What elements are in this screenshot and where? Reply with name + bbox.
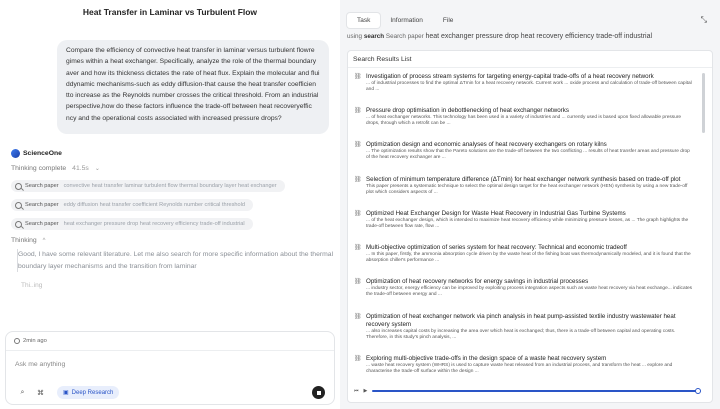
assistant-brand <box>11 149 62 158</box>
thinking-complete-label: Thinking complete <box>11 165 67 172</box>
tools-button[interactable] <box>35 387 46 398</box>
result-item[interactable] <box>354 210 694 231</box>
divider <box>6 350 334 351</box>
result-snippet: ... also increases capital costs by increasing the area over which heat is exchanged; thus, there is a trade-off between capital and operating costs. Therefore, in this study's pinch analysis, ... <box>366 329 676 341</box>
deep-research-icon: ▣ <box>63 390 69 396</box>
result-title[interactable]: Multi-objective optimization of series system for heat recovery: Technical and economic tradeoff <box>366 244 627 251</box>
result-item[interactable] <box>354 355 694 376</box>
search-step-label: Search paper <box>25 183 59 189</box>
search-results <box>347 50 713 403</box>
tool-usage <box>347 33 652 40</box>
result-title[interactable]: Exploring multi-objective trade-offs in the design space of a waste heat recovery system <box>366 355 607 362</box>
tab-file[interactable]: File <box>442 17 454 24</box>
result-item[interactable] <box>354 278 694 299</box>
scrollbar[interactable] <box>702 73 705 133</box>
replay-controls <box>354 387 699 395</box>
clock-icon <box>14 338 20 344</box>
progress-slider[interactable] <box>372 390 699 392</box>
link-icon: ⛓ <box>354 314 362 320</box>
result-item[interactable] <box>354 141 694 162</box>
chevron-down-icon: ⌄ <box>94 166 100 172</box>
result-title[interactable]: Optimized Heat Exchanger Design for Waste Heat Recovery in Industrial Gas Turbine Systems <box>366 210 626 217</box>
result-snippet: ... In this paper, firstly, the ammonia absorption cycle driven by the waste heat of the fishing boat was thermodynamically modeled, and it is found that the absorption chiller's performance ... <box>366 252 691 264</box>
result-title[interactable]: Optimization of heat recovery networks for energy savings in industrial processes <box>366 278 589 285</box>
thinking-indicator: Thi..ing <box>21 282 43 289</box>
using-prefix: using <box>347 33 363 40</box>
deep-research-button[interactable] <box>57 386 119 399</box>
result-snippet: ... The optimization results show that the Pareto solutions are the trade-off between the two conflicting ... results of heat transfer areas and pressure drop of the heat recovery exchanger are ... <box>366 149 690 161</box>
chat-input[interactable]: Ask me anything <box>15 361 66 368</box>
result-snippet: ... of the heat exchanger design, which is intended to maximize heat recovery efficiency while minimizing pressure losses, as ... The graph highlights the trade-off between flow rate, flow ... <box>366 218 689 230</box>
thinking-content: Good, I have some relevant literature. Let me also search for more specific information about the thermal boundary layer mechanisms and the transition from laminar <box>17 249 335 272</box>
link-icon: ⛓ <box>354 356 362 362</box>
side-panel <box>340 0 720 409</box>
using-tool: search <box>363 33 385 40</box>
result-title[interactable]: Pressure drop optimisation in debottlenecking of heat exchanger networks <box>366 107 569 114</box>
search-step-label: Search paper <box>25 221 59 227</box>
chevron-up-icon: ^ <box>42 238 46 244</box>
link-icon: ⛓ <box>354 211 362 217</box>
user-message: Compare the efficiency of convective heat transfer in laminar versus turbulent flowre gimes within a heat exchanger. Specifically, analyze the role of the thermal boundary aver and how its thickness dictates the rate of heat flux. Explain the molecular and flui ddynamic mechanisms-such as eddy diffusion-that cause the heat transfer coefficien tto increase as the Reynolds number crosses the critical threshold. From an industrial perspective,how do these factors influence the trade-off between heat recoveryeffic ncy and the operational costs associated with increased pressure drops? <box>57 40 329 134</box>
search-step-query: heat exchanger pressure drop heat recovery efficiency trade-off industrial <box>63 221 245 227</box>
using-query: heat exchanger pressure drop heat recovery efficiency trade-off industrial <box>425 33 653 40</box>
attach-button[interactable] <box>17 387 28 398</box>
result-snippet: ... industry sector, energy efficiency can be improved by exploiting process integration aspects such as waste heat recovery via heat exchange... indicates the trade-off between energy and ... <box>366 286 693 298</box>
result-title[interactable]: Optimization of heat exchanger network via pinch analysis in heat pump-assisted textile industry wastewater heat recovery system <box>366 313 676 328</box>
chat-panel <box>0 0 340 409</box>
result-snippet: This paper presents a systematic technique to select the optimal design target for the heat exchanger network (HEN) synthesis by using a new trade-off plot which considers aspects of ... <box>366 184 688 196</box>
chat-input-box <box>5 331 335 405</box>
paperclip-icon: ⌕ <box>20 388 25 396</box>
play-icon[interactable]: ▶ <box>363 388 368 394</box>
result-item[interactable] <box>354 244 694 265</box>
link-icon: ⛓ <box>354 74 362 80</box>
search-step[interactable] <box>11 180 285 192</box>
tab-information[interactable]: Information <box>390 17 423 24</box>
using-label: Search paper <box>385 33 424 40</box>
search-step[interactable] <box>11 218 253 230</box>
stop-button[interactable] <box>312 386 325 399</box>
result-item[interactable] <box>354 107 694 128</box>
slider-knob[interactable] <box>695 388 701 394</box>
panel-tabs <box>347 13 463 28</box>
thinking-time: 41.5s <box>72 165 89 172</box>
result-title[interactable]: Investigation of process stream systems for targeting energy-capital trade-offs of a heat recovery network <box>366 73 654 80</box>
search-step-query: eddy diffusion heat transfer coefficient Reynolds number critical threshold <box>63 202 245 208</box>
thinking-complete-toggle[interactable] <box>11 165 100 172</box>
stop-icon <box>317 391 321 395</box>
results-header: Search Results List <box>348 51 712 68</box>
input-meta <box>14 338 47 344</box>
scienceone-logo-icon <box>11 149 20 158</box>
search-icon <box>15 183 22 190</box>
brand-name: ScienceOne <box>23 150 62 157</box>
link-icon: ⛓ <box>354 177 362 183</box>
result-item[interactable] <box>354 176 694 197</box>
thinking-toggle[interactable] <box>11 237 45 244</box>
result-snippet: ... waste heat recovery system (WHRS) is used to capture waste heat released from an industrial process, and transform the heat ... explore and characterise the trade-off surface within the design ... <box>366 363 673 375</box>
search-icon <box>15 221 22 228</box>
conversation-title: Heat Transfer in Laminar vs Turbulent Flow <box>82 7 258 17</box>
search-step-query: convective heat transfer laminar turbulent flow thermal boundary layer heat exchanger <box>63 183 277 189</box>
result-title[interactable]: Optimization design and economic analyses of heat recovery exchangers on rotary kilns <box>366 141 607 148</box>
result-item[interactable] <box>354 313 694 342</box>
result-snippet: ... of heat exchanger networks. This technology has been used in a variety of industries and ... currently used is based upon fixed allowable pressure drops, through which a retrofit can be ... <box>366 115 682 127</box>
link-icon: ⛓ <box>354 108 362 114</box>
search-step-label: Search paper <box>25 202 59 208</box>
tools-icon: ⌘ <box>37 389 44 397</box>
link-icon: ⛓ <box>354 279 362 285</box>
search-step[interactable] <box>11 199 253 211</box>
deep-research-label: Deep Research <box>71 389 114 396</box>
link-icon: ⛓ <box>354 245 362 251</box>
link-icon: ⛓ <box>354 142 362 148</box>
collapse-icon[interactable]: ⤡ <box>700 15 707 24</box>
thinking-label: Thinking <box>11 237 37 244</box>
result-title[interactable]: Selection of minimum temperature difference (ΔTmin) for heat exchanger network synthesis based on trade-off plot <box>366 176 681 183</box>
result-snippet: ... of industrial processes to find the optimal ΔTmin for a heat recovery network. Current work ... oxide process and calculation of trade-off between capital and ... <box>366 81 692 93</box>
step-back-icon[interactable]: ⏮ <box>354 388 359 394</box>
time-ago: 2min ago <box>23 338 47 344</box>
search-icon <box>15 202 22 209</box>
tab-task[interactable]: Task <box>347 13 380 28</box>
result-item[interactable] <box>354 73 694 94</box>
